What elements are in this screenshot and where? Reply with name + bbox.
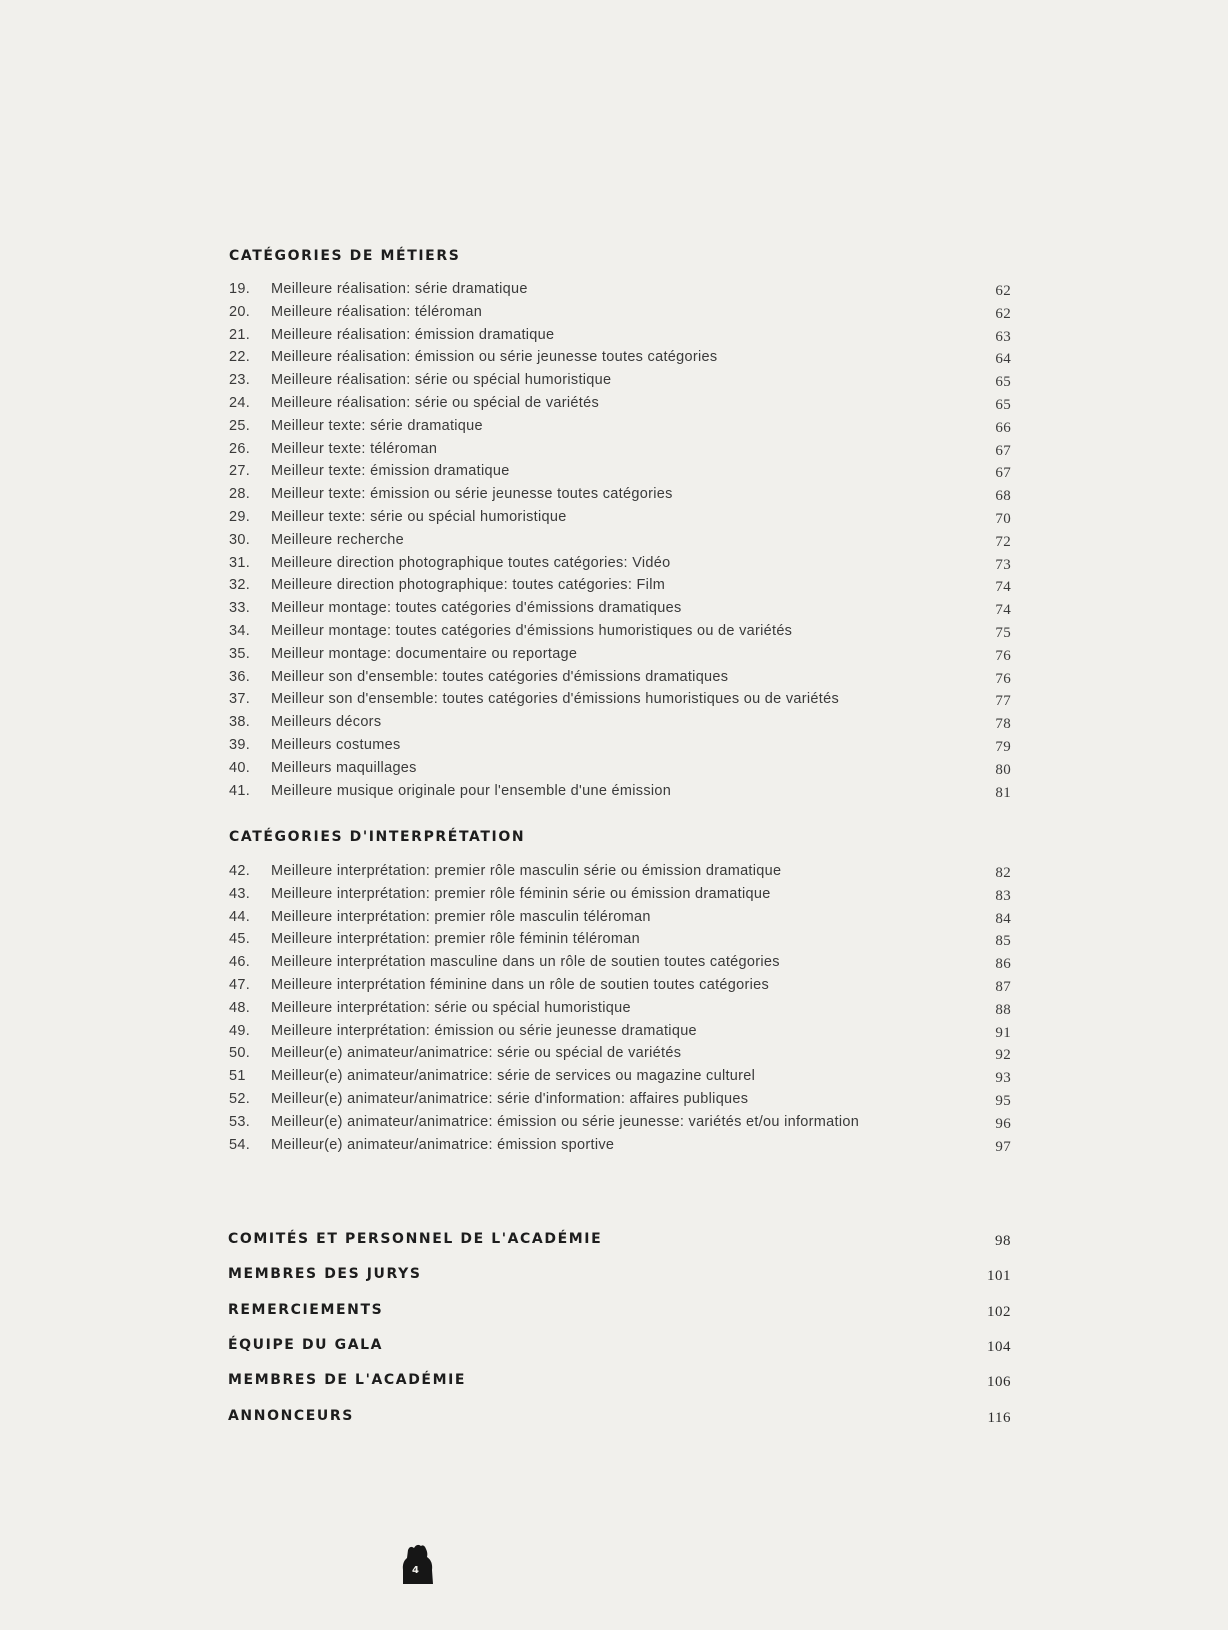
entry-page-number: 72 [995,533,1011,550]
section-title: REMERCIEMENTS [228,1301,384,1318]
toc-entry [229,783,1011,805]
toc-entry [229,463,1011,485]
entry-page-number: 74 [995,579,1011,596]
entry-page-number: 65 [995,374,1011,391]
entry-page-number: 62 [995,305,1011,322]
entry-title: Meilleure interprétation: premier rôle féminin série ou émission dramatique [271,885,771,902]
entry-page-number: 65 [995,397,1011,413]
toc-entry [229,669,1011,691]
entry-number: 54. [229,1136,251,1153]
toc-entry [229,577,1011,599]
entry-page-number: 93 [995,1070,1011,1087]
entry-title: Meilleur texte: émission dramatique [271,463,510,480]
entry-page-number: 97 [995,1138,1011,1155]
toc-entry [229,1091,1011,1113]
toc-entry [229,349,1011,371]
entry-title: Meilleur son d'ensemble: toutes catégories d'émissions humoristiques ou de variétés [271,691,840,708]
entry-number: 25. [229,417,251,434]
entry-number: 22. [229,349,251,366]
entry-page-number: 76 [995,647,1011,664]
entry-page-number: 64 [995,351,1011,368]
entry-title: Meilleur texte: émission ou série jeunesse toutes catégories [271,486,673,503]
entry-title: Meilleur montage: toutes catégories d'émissions dramatiques [271,600,682,617]
entry-title: Meilleur texte: série dramatique [271,417,483,434]
entry-page-number: 73 [995,556,1011,573]
toc-section [228,1302,1011,1326]
entry-number: 21. [229,326,251,343]
toc-entry [229,1068,1011,1090]
entry-number: 30. [229,531,251,548]
section-page-number: 106 [987,1374,1011,1391]
entry-number: 46. [229,954,251,971]
entry-page-number: 79 [995,739,1011,755]
entry-number: 19. [229,281,251,297]
entry-title: Meilleure direction photographique: toutes catégories: Film [271,577,666,594]
toc-entry [229,281,1011,303]
entry-title: Meilleur texte: série ou spécial humoristique [271,509,567,525]
entry-number: 34. [229,623,251,639]
toc-entry [229,623,1011,645]
entry-title: Meilleure direction photographique toutes catégories: Vidéo [271,554,671,571]
toc-section [228,1266,1011,1290]
toc-section [228,1408,1011,1432]
entry-number: 32. [229,577,251,594]
entry-title: Meilleure interprétation: premier rôle masculin série ou émission dramatique [271,863,782,879]
entry-page-number: 82 [995,865,1011,881]
entry-number: 27. [229,463,251,480]
entry-page-number: 84 [995,910,1011,927]
entry-number: 39. [229,737,251,753]
entry-page-number: 78 [995,716,1011,733]
entry-title: Meilleure interprétation féminine dans un rôle de soutien toutes catégories [271,977,770,993]
entry-number: 20. [229,303,251,320]
entry-title: Meilleur(e) animateur/animatrice: émission ou série jeunesse: variétés et/ou information [271,1113,860,1130]
toc-entry [229,304,1011,326]
entry-number: 35. [229,645,251,662]
toc-entry [229,372,1011,394]
entry-number: 33. [229,600,251,617]
entry-page-number: 70 [995,511,1011,527]
toc-section [228,1372,1011,1396]
entry-page-number: 68 [995,488,1011,505]
entry-page-number: 95 [995,1093,1011,1109]
section-title: COMITÉS ET PERSONNEL DE L'ACADÉMIE [228,1231,603,1247]
entry-number: 42. [229,863,251,879]
entry-number: 47. [229,977,251,993]
section-heading-interpretation: CATÉGORIES D'INTERPRÉTATION [229,829,526,845]
entry-page-number: 77 [995,693,1011,710]
entry-number: 31. [229,554,251,571]
page-number: 4 [412,1565,419,1576]
toc-entry [229,691,1011,713]
entry-number: 52. [229,1091,251,1107]
entry-number: 43. [229,885,251,902]
entry-number: 45. [229,931,251,948]
toc-entry [229,737,1011,759]
toc-entry [229,909,1011,931]
toc-entry [229,1114,1011,1136]
entry-title: Meilleur texte: téléroman [271,440,438,457]
toc-entry [229,886,1011,908]
entry-number: 53. [229,1113,251,1130]
toc-entry [229,509,1011,531]
toc-entry [229,1137,1011,1159]
entry-title: Meilleur son d'ensemble: toutes catégories d'émissions dramatiques [271,668,729,685]
entry-page-number: 76 [995,670,1011,687]
entry-number: 36. [229,668,251,685]
entry-number: 48. [229,999,251,1016]
entry-title: Meilleure interprétation: émission ou série jeunesse dramatique [271,1022,697,1039]
toc-entry [229,555,1011,577]
toc-entry [229,1000,1011,1022]
entry-title: Meilleure réalisation: téléroman [271,303,483,320]
entry-title: Meilleurs maquillages [271,759,417,776]
entry-number: 29. [229,509,251,525]
entry-title: Meilleur montage: documentaire ou reportage [271,645,578,662]
toc-entry [229,714,1011,736]
entry-number: 51 [229,1068,246,1085]
entry-page-number: 75 [995,625,1011,641]
entry-page-number: 80 [995,761,1011,778]
toc-section [228,1337,1011,1361]
entry-number: 41. [229,782,251,799]
academy-logo-icon [397,1542,437,1584]
entry-number: 49. [229,1022,251,1039]
section-page-number: 116 [987,1409,1011,1426]
entry-title: Meilleure musique originale pour l'ensemble d'une émission [271,782,672,799]
entry-title: Meilleur(e) animateur/animatrice: émission sportive [271,1136,615,1153]
entry-page-number: 91 [995,1024,1011,1041]
section-heading-metiers: CATÉGORIES DE MÉTIERS [229,248,461,264]
toc-entry [229,977,1011,999]
entry-page-number: 81 [995,784,1011,801]
entry-page-number: 96 [995,1115,1011,1132]
section-title: ÉQUIPE DU GALA [228,1336,384,1353]
section-title: MEMBRES DES JURYS [228,1266,422,1283]
entry-title: Meilleur(e) animateur/animatrice: série de services ou magazine culturel [271,1068,756,1085]
entry-number: 23. [229,372,251,389]
entry-title: Meilleure réalisation: émission dramatique [271,326,555,343]
entry-title: Meilleure interprétation: premier rôle masculin téléroman [271,908,651,925]
toc-entry [229,931,1011,953]
entry-page-number: 92 [995,1047,1011,1064]
toc-entry [229,1045,1011,1067]
entry-number: 24. [229,395,251,411]
entry-title: Meilleure réalisation: série ou spécial humoristique [271,372,612,389]
entry-title: Meilleur(e) animateur/animatrice: série d'information: affaires publiques [271,1091,749,1107]
toc-entry [229,486,1011,508]
entry-page-number: 63 [995,328,1011,345]
toc-entry [229,760,1011,782]
entry-title: Meilleure réalisation: série dramatique [271,281,528,297]
toc-entry [229,532,1011,554]
entry-page-number: 86 [995,956,1011,973]
section-page-number: 101 [987,1268,1011,1285]
entry-page-number: 66 [995,419,1011,436]
entry-title: Meilleure réalisation: émission ou série jeunesse toutes catégories [271,349,718,366]
toc-entry [229,395,1011,417]
toc-entry [229,327,1011,349]
entry-page-number: 83 [995,887,1011,904]
entry-title: Meilleur(e) animateur/animatrice: série ou spécial de variétés [271,1045,682,1062]
entry-title: Meilleure recherche [271,531,405,548]
entry-number: 40. [229,759,251,776]
toc-entry [229,441,1011,463]
entry-page-number: 67 [995,442,1011,459]
entry-number: 38. [229,714,251,731]
entry-title: Meilleure interprétation: série ou spécial humoristique [271,999,631,1016]
entry-page-number: 87 [995,979,1011,995]
toc-entry [229,1023,1011,1045]
entry-title: Meilleur montage: toutes catégories d'émissions humoristiques ou de variétés [271,623,793,639]
section-title: MEMBRES DE L'ACADÉMIE [228,1372,467,1389]
toc-entry [229,418,1011,440]
entry-page-number: 88 [995,1001,1011,1018]
entry-title: Meilleure interprétation: premier rôle féminin téléroman [271,931,640,948]
entry-number: 28. [229,486,251,503]
section-page-number: 104 [987,1338,1011,1355]
entry-number: 37. [229,691,251,708]
entry-page-number: 67 [995,465,1011,482]
entry-number: 50. [229,1045,251,1062]
toc-entry [229,863,1011,885]
toc-entry [229,646,1011,668]
entry-number: 44. [229,908,251,925]
entry-title: Meilleurs costumes [271,737,401,753]
toc-section [228,1231,1011,1255]
toc-entry [229,600,1011,622]
entry-title: Meilleurs décors [271,714,382,731]
entry-number: 26. [229,440,251,457]
entry-title: Meilleure interprétation masculine dans un rôle de soutien toutes catégories [271,954,780,971]
section-title: ANNONCEURS [228,1407,354,1424]
entry-page-number: 74 [995,602,1011,619]
entry-page-number: 85 [995,933,1011,950]
section-page-number: 98 [995,1233,1011,1249]
section-page-number: 102 [987,1303,1011,1320]
entry-page-number: 62 [995,283,1011,299]
entry-title: Meilleure réalisation: série ou spécial de variétés [271,395,600,411]
toc-entry [229,954,1011,976]
